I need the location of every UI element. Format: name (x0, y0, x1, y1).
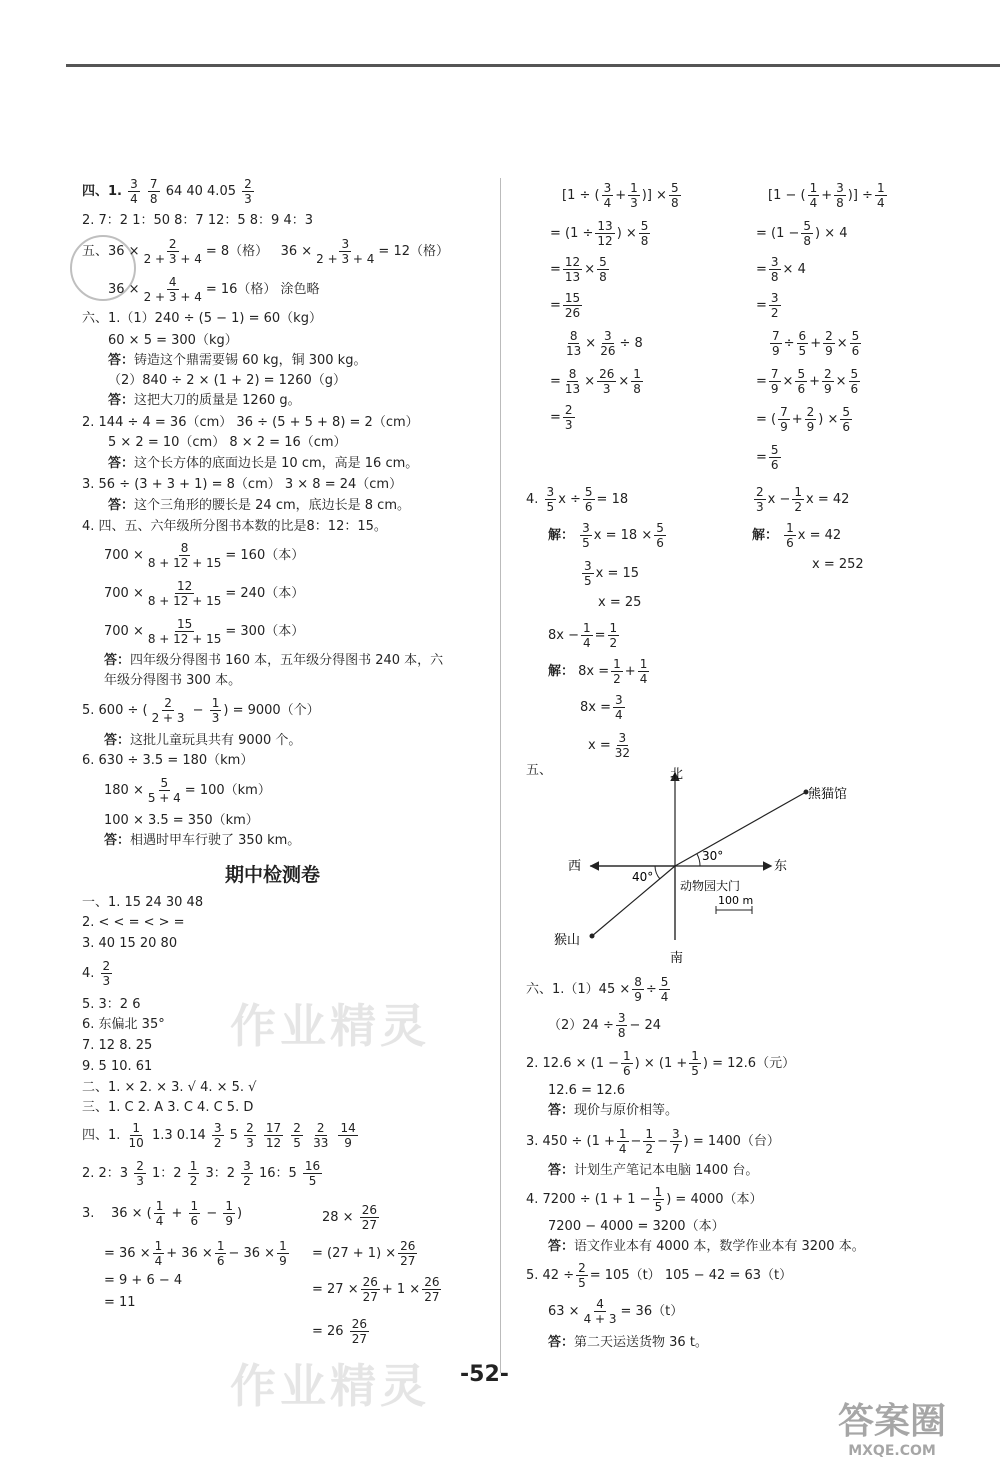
answer-line: 3. 40 15 20 80 (82, 936, 178, 951)
answer-line: 12.6 = 12.6 (548, 1083, 626, 1098)
answer-line: 3. 56 ÷ (3 + 3 + 1) = 8（cm） 3 × 8 = 24（cm） (82, 477, 403, 492)
answer-line: 3. 36 × ( $\frac{1}{4}$ + $\frac{1}{6}$ − $\frac{1}{9}$ ) (82, 1199, 243, 1228)
page-number: -52- (460, 1362, 509, 1387)
watermark: 作业精灵 (230, 1359, 430, 1413)
west-label: 西 (568, 859, 582, 874)
answer-line: 答：相遇时甲车行驶了 350 km。 (104, 833, 301, 848)
answer-line: 5. 3：2 6 (82, 997, 141, 1012)
answer-line: 六、1.（1）45 × $\frac{8}{9}$ ÷ $\frac{5}{4}$ (526, 975, 669, 1004)
answer-line: x = $\frac{3}{32}$ (588, 731, 630, 760)
answer-line: 解： 8x = $\frac{1}{2}$ + $\frac{1}{4}$ (548, 657, 648, 686)
answer-line: = $\frac{15}{26}$ (550, 291, 581, 320)
south-label: 南 (670, 951, 684, 966)
answer-line: 4. $\frac{2}{3}$ (82, 959, 111, 988)
answer-line: = $\frac{3}{2}$ (756, 291, 779, 320)
answer-line: = 36 × $\frac{1}{4}$ + 36 × $\frac{1}{6}$ − 36 × $\frac{1}{9}$ (104, 1239, 287, 1268)
answer-line: 答：这个三角形的腰长是 24 cm，底边长是 8 cm。 (108, 498, 410, 513)
answer-line: = (1 − $\frac{5}{8}$ ) × 4 (756, 219, 848, 248)
answer-line: x = 252 (812, 557, 864, 572)
answer-line: 7200 − 4000 = 3200（本） (548, 1219, 725, 1234)
panda-label: 熊猫馆 (808, 787, 848, 802)
answer-line: 4. 四、五、六年级所分图书本数的比是8：12：15。 (82, 519, 387, 534)
answer-line: 答：这批儿童玩具共有 9000 个。 (104, 733, 302, 748)
answer-line: 2. 144 ÷ 4 = 36（cm） 36 ÷ (5 + 5 + 8) = 2（cm） (82, 415, 419, 430)
gate-label: 动物园大门 (680, 879, 741, 893)
east-label: 东 (774, 859, 788, 874)
column-divider (500, 178, 501, 1373)
angle-30-label: 30° (702, 849, 724, 863)
answer-line: 二、1. × 2. × 3. √ 4. × 5. √ (82, 1080, 257, 1095)
answer-line: 答：铸造这个鼎需要锡 60 kg，铜 300 kg。 (108, 353, 367, 368)
answer-line: $\frac{8}{13}$ × $\frac{3}{26}$ ÷ 8 (566, 329, 643, 358)
answer-line: 答：第二天运送货物 36 t。 (548, 1335, 708, 1350)
answer-line: 8x = $\frac{3}{4}$ (580, 693, 623, 722)
answer-line: 6. 630 ÷ 3.5 = 180（km） (82, 753, 254, 768)
answer-line: 3. 450 ÷ (1 + $\frac{1}{4}$ − $\frac{1}{2}$ − $\frac{3}{7}$ ) = 1400（台） (526, 1127, 780, 1156)
answer-line: 700 × $\frac{8}{8 + 12 + 15}$ = 160（本） (104, 541, 305, 570)
answer-line: $\frac{2}{3}$ x − $\frac{1}{2}$ x = 42 (756, 485, 850, 514)
answer-line: 60 × 5 = 300（kg） (108, 333, 238, 348)
answer-line: 2. 7：2 1：50 8：7 12：5 8：9 4：3 (82, 213, 313, 228)
answer-line: 7. 12 8. 25 (82, 1038, 153, 1053)
answer-line: = 11 (104, 1295, 136, 1310)
panda-line (675, 792, 806, 866)
answer-line: 100 × 3.5 = 350（km） (104, 813, 259, 828)
answer-line: 解： $\frac{1}{6}$ x = 42 (752, 521, 842, 550)
top-rule (66, 64, 1000, 67)
answer-line: = $\frac{2}{3}$ (550, 403, 573, 432)
answer-line: 5. 600 ÷ ( $\frac{2}{2 + 3}$ − $\frac{1}{3}$ ) = 9000（个） (82, 696, 320, 725)
direction-map (540, 760, 900, 970)
answer-line: x = 25 (598, 595, 642, 610)
answer-line: 答：现价与原价相等。 (548, 1103, 679, 1118)
answer-line: = $\frac{12}{13}$ × $\frac{5}{8}$ (550, 255, 607, 284)
answer-line: 答：四年级分得图书 160 本，五年级分得图书 240 本，六 (104, 653, 444, 668)
answer-line: 63 × $\frac{4}{4 + 3}$ = 36（t） (548, 1297, 684, 1326)
answer-line: 2. < < = < > = (82, 915, 185, 930)
answer-line: [1 − ( $\frac{1}{4}$ + $\frac{3}{8}$ )] ÷ $\frac{1}{4}$ (768, 181, 885, 210)
answer-line: 答：计划生产笔记本电脑 1400 台。 (548, 1163, 759, 1178)
answer-line: = 9 + 6 − 4 (104, 1273, 183, 1288)
answer-line: 2. 2：3 $\frac{2}{3}$ 1：2 $\frac{1}{2}$ 3：2 $\frac{3}{2}$ 16：5 $\frac{16}{5}$ (82, 1159, 321, 1188)
answer-line: = (1 ÷ $\frac{13}{12}$ ) × $\frac{5}{8}$ (550, 219, 649, 248)
answer-line: 6. 东偏北 35° (82, 1017, 165, 1032)
answer-line: （2）24 ÷ $\frac{3}{8}$ − 24 (548, 1011, 662, 1040)
answer-line: = ( $\frac{7}{9}$ + $\frac{2}{9}$ ) × $\frac{5}{6}$ (756, 405, 851, 434)
answer-line: 年级分得图书 300 本。 (104, 673, 242, 688)
monkey-label: 猴山 (554, 933, 581, 948)
answer-line: = $\frac{8}{13}$ × $\frac{26}{3}$ × $\frac{1}{8}$ (550, 367, 641, 396)
answer-line: = 27 × $\frac{26}{27}$ + 1 × $\frac{26}{27}$ (312, 1275, 440, 1304)
answer-line: 28 × $\frac{26}{27}$ (322, 1203, 377, 1232)
answer-line: 五、36 × $\frac{2}{2 + 3 + 4}$ = 8（格） 36 × $\frac{3}{2 + 3 + 4}$ = 12（格） (82, 237, 449, 266)
answer-line: [1 ÷ ( $\frac{3}{4}$ + $\frac{1}{3}$ )] × $\frac{5}{8}$ (562, 181, 679, 210)
answer-line: 5 × 2 = 10（cm） 8 × 2 = 16（cm） (108, 435, 347, 450)
answer-line: 一、1. 15 24 30 48 (82, 895, 204, 910)
answer-line: $\frac{7}{9}$ ÷ $\frac{6}{5}$ + $\frac{2}{9}$ × $\frac{5}{6}$ (772, 329, 860, 358)
answer-line: 三、1. C 2. A 3. C 4. C 5. D (82, 1100, 254, 1115)
section-title: 期中检测卷 (225, 864, 321, 886)
angle-arc-40 (655, 866, 660, 879)
answer-line: 8x − $\frac{1}{4}$ = $\frac{1}{2}$ (548, 621, 618, 650)
answer-line: 解： $\frac{3}{5}$ x = 18 × $\frac{5}{6}$ (548, 521, 664, 550)
answer-line: 36 × $\frac{4}{2 + 3 + 4}$ = 16（格） 涂色略 (108, 275, 320, 304)
answer-line: = $\frac{5}{6}$ (756, 443, 779, 472)
answer-line: = (27 + 1) × $\frac{26}{27}$ (312, 1239, 416, 1268)
watermark: 作业精灵 (230, 999, 430, 1053)
answer-line: 六、1.（1）240 ÷ (5 − 1) = 60（kg） (82, 311, 322, 326)
corner-logo: 答案圈 MXQE.COM (837, 1401, 946, 1459)
answer-line: 2. 12.6 × (1 − $\frac{1}{6}$ ) × (1 + $\frac{1}{5}$ ) = 12.6（元） (526, 1049, 796, 1078)
answer-line: 4. $\frac{3}{5}$ x ÷ $\frac{5}{6}$ = 18 (526, 485, 629, 514)
answer-line: 四、1. $\frac{1}{10}$ 1.3 0.14 $\frac{3}{2}$ 5 $\frac{2}{3}$ $\frac{17}{12}$ $\frac{2}{5}$ $\frac{2}{33}$ $\frac{14}{9}$ (82, 1121, 356, 1150)
answer-line: 4. 7200 ÷ (1 + 1 − $\frac{1}{5}$ ) = 4000（本） (526, 1185, 763, 1214)
north-label: 北 (670, 767, 684, 782)
map-label: 五、 (526, 763, 553, 778)
answer-line: 答：这个长方体的底面边长是 10 cm，高是 16 cm。 (108, 456, 419, 471)
answer-line: 答：这把大刀的质量是 1260 g。 (108, 393, 301, 408)
fraction: $\frac{3}{4}$ (130, 177, 138, 206)
answer-line: （2）840 ÷ 2 × (1 + 2) = 1260（g） (108, 373, 347, 388)
answer-line: $\frac{3}{5}$ x = 15 (584, 559, 640, 588)
answer-line: 5. 42 ÷ $\frac{2}{5}$ = 105（t） 105 − 42 = 63（t） (526, 1261, 793, 1290)
monkey-point (590, 934, 595, 939)
answer-line: 180 × $\frac{5}{5 + 4}$ = 100（km） (104, 776, 271, 805)
answer-line: 9. 5 10. 61 (82, 1059, 153, 1074)
answer-line: = 26 $\frac{26}{27}$ (312, 1317, 367, 1346)
answer-line: 700 × $\frac{12}{8 + 12 + 15}$ = 240（本） (104, 579, 305, 608)
scale-label: 100 m (718, 894, 754, 907)
answer-line: 700 × $\frac{15}{8 + 12 + 15}$ = 300（本） (104, 617, 305, 646)
answer-line: 四、1. $\frac{3}{4}$ $\frac{7}{8}$ 64 40 4.05 $\frac{2}{3}$ (82, 177, 252, 206)
angle-arc-30 (697, 854, 700, 866)
answer-line: 答：语文作业本有 4000 本，数学作业本有 3200 本。 (548, 1239, 865, 1254)
angle-40-label: 40° (632, 870, 654, 884)
answer-line: = $\frac{7}{9}$ × $\frac{5}{6}$ + $\frac{2}{9}$ × $\frac{5}{6}$ (756, 367, 859, 396)
answer-line: = $\frac{3}{8}$ × 4 (756, 255, 806, 284)
